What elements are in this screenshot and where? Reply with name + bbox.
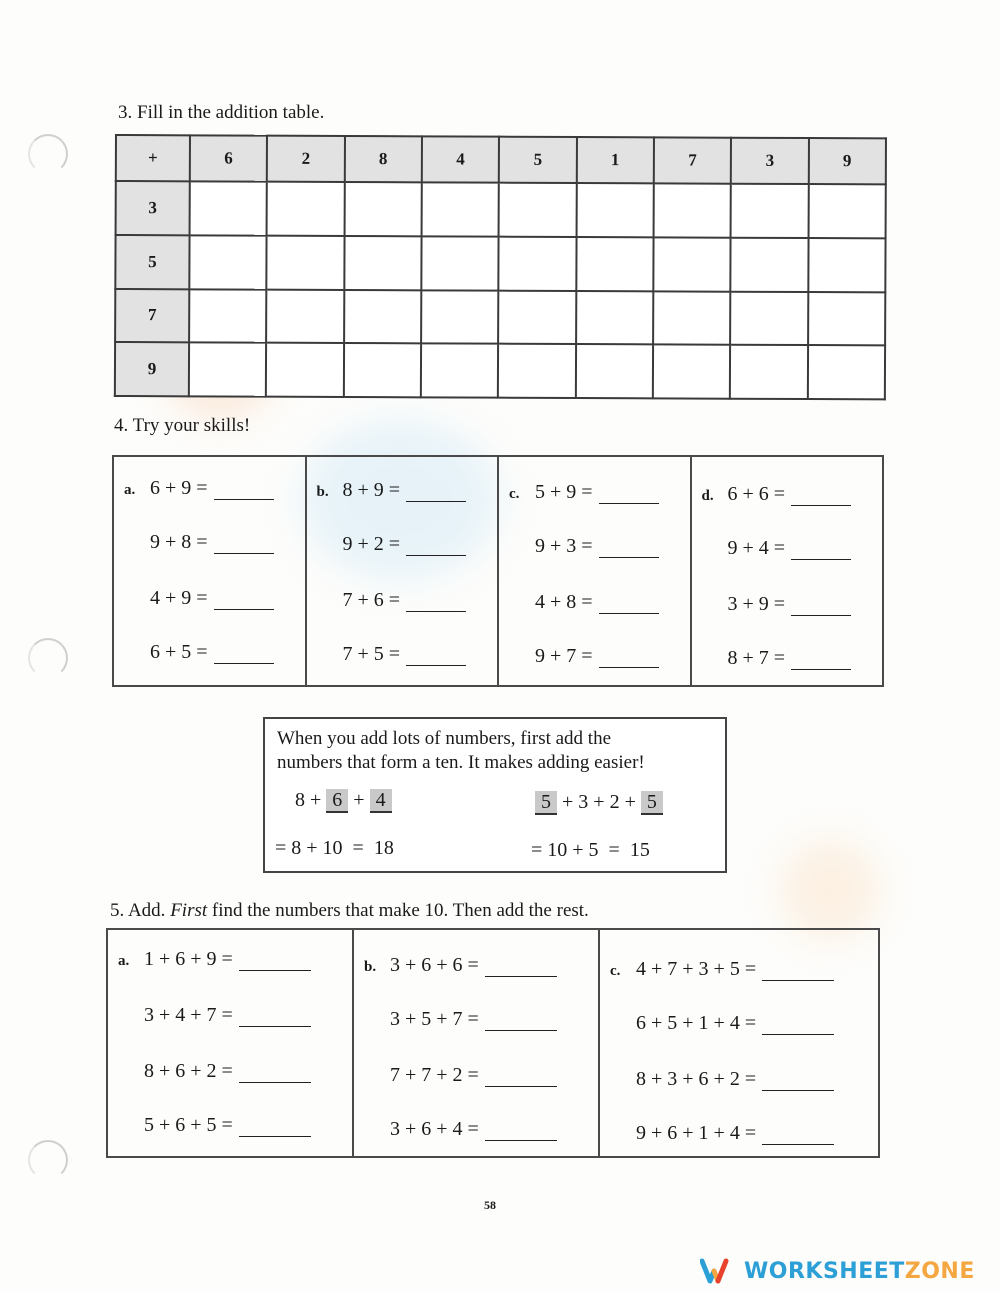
answer-cell[interactable] bbox=[344, 182, 422, 236]
problem bbox=[124, 531, 274, 554]
addition-table-row-header: 7 bbox=[115, 289, 189, 343]
problem-text: 8 + 6 + 2 = bbox=[144, 1060, 233, 1082]
answer-blank[interactable] bbox=[599, 502, 659, 504]
tip-example-2: 5 + 3 + 2 + 5 bbox=[535, 791, 663, 814]
answer-cell[interactable] bbox=[576, 291, 654, 345]
highlighted-number: 4 bbox=[370, 789, 392, 813]
answer-cell[interactable] bbox=[189, 343, 267, 397]
column-label: a. bbox=[124, 482, 136, 498]
problem bbox=[317, 533, 467, 556]
problem-column-b bbox=[354, 930, 600, 1156]
problem bbox=[364, 1008, 557, 1031]
answer-blank[interactable] bbox=[791, 668, 851, 670]
problem-text: 9 + 7 = bbox=[535, 645, 593, 667]
addition-table-col-header: 8 bbox=[344, 136, 422, 182]
problem-text: 9 + 6 + 1 + 4 = bbox=[636, 1122, 757, 1144]
problem bbox=[124, 641, 274, 664]
problem-column-a bbox=[108, 930, 354, 1156]
problem bbox=[509, 481, 659, 504]
addition-table-col-header: 9 bbox=[808, 138, 886, 184]
column-label: b. bbox=[316, 484, 329, 500]
answer-cell[interactable] bbox=[267, 182, 345, 236]
answer-cell[interactable] bbox=[731, 237, 809, 291]
problem bbox=[118, 1114, 311, 1137]
addition-table-col-header: 5 bbox=[499, 137, 577, 183]
column-label: d. bbox=[701, 488, 714, 504]
answer-blank[interactable] bbox=[599, 612, 659, 614]
answer-cell[interactable] bbox=[653, 345, 731, 399]
answer-cell[interactable] bbox=[499, 236, 577, 290]
problem-text: 5 + 6 + 5 = bbox=[144, 1114, 233, 1136]
addition-table bbox=[114, 134, 887, 400]
answer-blank[interactable] bbox=[406, 500, 466, 502]
answer-blank[interactable] bbox=[762, 979, 834, 981]
answer-cell[interactable] bbox=[189, 289, 267, 343]
answer-blank[interactable] bbox=[406, 610, 466, 612]
problem-text: 3 + 6 + 6 = bbox=[390, 954, 479, 976]
answer-blank[interactable] bbox=[214, 662, 274, 664]
problem-column-b bbox=[307, 457, 500, 685]
answer-blank[interactable] bbox=[485, 1085, 557, 1087]
answer-cell[interactable] bbox=[422, 182, 500, 236]
answer-cell[interactable] bbox=[421, 236, 499, 290]
answer-cell[interactable] bbox=[730, 291, 808, 345]
problem-column-a bbox=[114, 457, 307, 685]
tip-example-1-result: = 8 + 10 = 18 bbox=[275, 837, 394, 859]
answer-cell[interactable] bbox=[190, 181, 268, 235]
problem bbox=[118, 1060, 311, 1083]
problem-text: 9 + 3 = bbox=[535, 535, 593, 557]
answer-cell[interactable] bbox=[654, 183, 732, 237]
answer-cell[interactable] bbox=[730, 345, 808, 399]
problem bbox=[317, 589, 467, 612]
problem bbox=[702, 537, 852, 560]
answer-blank[interactable] bbox=[214, 552, 274, 554]
problem-text: 6 + 6 = bbox=[727, 483, 786, 505]
problem-text: 7 + 7 + 2 = bbox=[390, 1064, 479, 1086]
problem-text: 6 + 9 = bbox=[150, 477, 208, 499]
section3-heading: 3. Fill in the addition table. bbox=[118, 102, 325, 123]
addition-table-row bbox=[115, 342, 885, 399]
tip-example-2-result: = 10 + 5 = 15 bbox=[531, 839, 650, 861]
problem bbox=[610, 1012, 834, 1035]
problem bbox=[364, 954, 557, 977]
answer-cell[interactable] bbox=[808, 292, 886, 346]
answer-cell[interactable] bbox=[498, 344, 576, 398]
column-label: c. bbox=[509, 486, 520, 502]
problem-column-c bbox=[499, 457, 692, 685]
problem-text: 3 + 4 + 7 = bbox=[144, 1004, 233, 1026]
answer-blank[interactable] bbox=[214, 498, 274, 500]
answer-blank[interactable] bbox=[762, 1089, 834, 1091]
answer-blank[interactable] bbox=[791, 504, 851, 506]
addition-table-row bbox=[116, 181, 886, 238]
problem-text: 7 + 6 = bbox=[342, 589, 401, 611]
answer-cell[interactable] bbox=[344, 236, 422, 290]
answer-cell[interactable] bbox=[266, 343, 344, 397]
answer-cell[interactable] bbox=[807, 345, 885, 399]
problem-text: 6 + 5 + 1 + 4 = bbox=[636, 1012, 757, 1034]
answer-cell[interactable] bbox=[498, 290, 576, 344]
answer-blank[interactable] bbox=[485, 1029, 557, 1031]
answer-blank[interactable] bbox=[485, 975, 557, 977]
highlighted-number: 5 bbox=[535, 791, 557, 815]
problem-text: 8 + 3 + 6 + 2 = bbox=[636, 1068, 757, 1090]
problem bbox=[364, 1118, 557, 1141]
answer-cell[interactable] bbox=[421, 344, 499, 398]
tip-text bbox=[277, 727, 645, 775]
problem-column-c bbox=[600, 930, 878, 1156]
answer-cell[interactable] bbox=[653, 291, 731, 345]
answer-cell[interactable] bbox=[189, 235, 267, 289]
column-label: c. bbox=[610, 963, 621, 979]
addition-table-col-header: 4 bbox=[422, 136, 500, 182]
tip-example-1: 8 + 6 + 4 bbox=[295, 789, 392, 812]
problem-text: 8 + 9 = bbox=[342, 479, 401, 501]
worksheetzone-w-icon bbox=[700, 1258, 734, 1284]
problem-text: 8 + 7 = bbox=[727, 647, 786, 669]
binder-hole bbox=[28, 1140, 68, 1180]
answer-cell[interactable] bbox=[499, 183, 577, 237]
answer-blank[interactable] bbox=[406, 664, 466, 666]
answer-blank[interactable] bbox=[599, 666, 659, 668]
watermark-smudge bbox=[780, 840, 880, 940]
problem-text: 9 + 4 = bbox=[727, 537, 786, 559]
problem-text: 9 + 2 = bbox=[342, 533, 401, 555]
problem bbox=[702, 647, 852, 670]
answer-cell[interactable] bbox=[344, 343, 422, 397]
problem bbox=[509, 591, 659, 614]
worksheetzone-logo[interactable] bbox=[700, 1258, 975, 1284]
page-number: 58 bbox=[484, 1198, 496, 1212]
problem-column-d bbox=[692, 457, 883, 685]
problem bbox=[124, 587, 274, 610]
addition-table-corner: + bbox=[116, 135, 190, 181]
answer-cell[interactable] bbox=[653, 237, 731, 291]
problem-text: 7 + 5 = bbox=[342, 643, 401, 665]
answer-cell[interactable] bbox=[344, 290, 422, 344]
problem bbox=[509, 645, 659, 668]
answer-blank[interactable] bbox=[406, 554, 466, 556]
problem bbox=[364, 1064, 557, 1087]
addition-table-col-header: 3 bbox=[731, 138, 809, 184]
binder-hole bbox=[28, 134, 68, 174]
binder-hole bbox=[28, 638, 68, 678]
answer-blank[interactable] bbox=[762, 1143, 834, 1145]
addition-table-row-header: 3 bbox=[116, 181, 190, 235]
answer-blank[interactable] bbox=[239, 1135, 311, 1137]
highlighted-number: 5 bbox=[641, 791, 663, 815]
brand-name-part2: ZONE bbox=[904, 1258, 975, 1284]
problem bbox=[702, 483, 852, 506]
answer-cell[interactable] bbox=[731, 184, 809, 238]
answer-cell[interactable] bbox=[421, 290, 499, 344]
problem bbox=[610, 1122, 834, 1145]
addition-table-row bbox=[115, 235, 885, 292]
problem bbox=[702, 593, 852, 616]
problem-text: 4 + 7 + 3 + 5 = bbox=[636, 958, 757, 980]
answer-blank[interactable] bbox=[239, 1081, 311, 1083]
answer-cell[interactable] bbox=[266, 289, 344, 343]
problem-text: 5 + 9 = bbox=[535, 481, 593, 503]
problem-text: 9 + 8 = bbox=[150, 531, 208, 553]
column-label: b. bbox=[364, 959, 377, 975]
tip-line-2: numbers that form a ten. It makes adding easier! bbox=[277, 752, 645, 773]
problem bbox=[610, 958, 834, 981]
answer-cell[interactable] bbox=[576, 183, 654, 237]
problem-text: 3 + 9 = bbox=[727, 593, 786, 615]
section4-problem-grid bbox=[112, 455, 884, 687]
column-label: a. bbox=[118, 953, 130, 969]
answer-blank[interactable] bbox=[214, 608, 274, 610]
problem bbox=[124, 477, 274, 500]
addition-table-col-header: 1 bbox=[576, 137, 654, 183]
section4-heading: 4. Try your skills! bbox=[114, 415, 251, 436]
answer-cell[interactable] bbox=[808, 184, 886, 238]
problem bbox=[317, 643, 467, 666]
answer-blank[interactable] bbox=[239, 969, 311, 971]
answer-blank[interactable] bbox=[239, 1025, 311, 1027]
answer-blank[interactable] bbox=[485, 1139, 557, 1141]
problem bbox=[118, 948, 311, 971]
addition-table-row-header: 5 bbox=[115, 235, 189, 289]
addition-table-row bbox=[115, 289, 885, 346]
addition-table-row-header: 9 bbox=[115, 342, 189, 396]
answer-cell[interactable] bbox=[575, 344, 653, 398]
problem bbox=[509, 535, 659, 558]
highlighted-number: 6 bbox=[326, 789, 348, 813]
section5-problem-grid bbox=[106, 928, 880, 1158]
problem-text: 4 + 8 = bbox=[535, 591, 593, 613]
brand-name-part1: WORKSHEET bbox=[744, 1258, 905, 1284]
problem bbox=[118, 1004, 311, 1027]
section5-heading: 5. Add. First find the numbers that make 10. Then add the rest. bbox=[110, 900, 589, 921]
problem-text: 1 + 6 + 9 = bbox=[144, 948, 233, 970]
problem-text: 3 + 5 + 7 = bbox=[390, 1008, 479, 1030]
problem bbox=[610, 1068, 834, 1091]
addition-table-header-row bbox=[116, 135, 886, 184]
tip-box bbox=[263, 717, 727, 873]
answer-blank[interactable] bbox=[791, 558, 851, 560]
addition-table-col-header: 7 bbox=[654, 137, 732, 183]
problem-text: 6 + 5 = bbox=[150, 641, 208, 663]
addition-table-col-header: 6 bbox=[190, 135, 268, 181]
problem-text: 4 + 9 = bbox=[150, 587, 208, 609]
problem bbox=[317, 479, 467, 502]
addition-table-col-header: 2 bbox=[267, 136, 345, 182]
answer-blank[interactable] bbox=[599, 556, 659, 558]
answer-blank[interactable] bbox=[791, 614, 851, 616]
problem-text: 3 + 6 + 4 = bbox=[390, 1118, 479, 1140]
answer-blank[interactable] bbox=[762, 1033, 834, 1035]
answer-cell[interactable] bbox=[576, 237, 654, 291]
tip-line-1: When you add lots of numbers, first add the bbox=[277, 728, 612, 749]
answer-cell[interactable] bbox=[267, 235, 345, 289]
answer-cell[interactable] bbox=[808, 238, 886, 292]
